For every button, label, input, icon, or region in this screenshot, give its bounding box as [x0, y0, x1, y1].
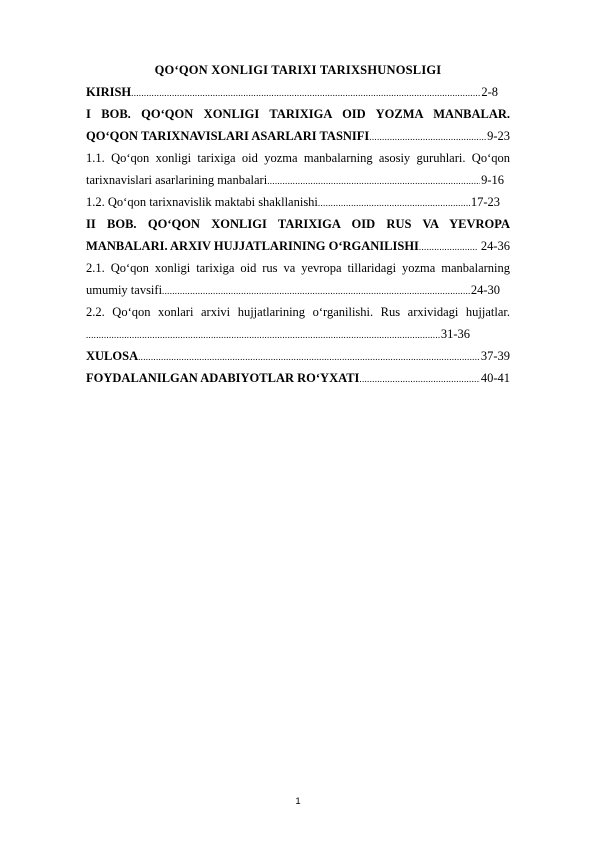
toc-entry-s11-line1: 1.1. Qo‘qon xonligi tarixiga oid yozma manbalarning asosiy guruhlari. Qo‘qon — [86, 151, 510, 165]
toc-leader-dots — [369, 126, 486, 147]
toc-leader-dots — [131, 82, 480, 103]
toc-entry-s21-line1: 2.1. Qo‘qon xonligi tarixiga oid rus va yevropa tillaridagi yozma manbalarning — [86, 261, 510, 275]
toc-entry-label: 1.2. Qo‘qon tarixnavislik maktabi shakllanishi — [86, 195, 318, 209]
toc-entry-bob2-line2 — [86, 235, 510, 257]
toc-leader-dots — [162, 280, 470, 301]
toc-entry-s22-line1: 2.2. Qo‘qon xonlari arxivi hujjatlarining o‘rganilishi. Rus arxividagi hujjatlar. — [86, 305, 510, 319]
toc-entry-label: umumiy tavsifi — [86, 283, 163, 297]
toc-entry-page: 9-23 — [487, 129, 510, 143]
toc-entry-page: 24-36 — [480, 239, 510, 253]
toc-entry-label: KIRISH — [86, 85, 132, 99]
toc-entry-s22-line2 — [86, 323, 470, 345]
toc-entry-page: 9-16 — [481, 173, 504, 187]
toc-entry-page: 17-23 — [470, 195, 500, 209]
toc-leader-dots — [359, 368, 479, 389]
toc-leader-dots — [419, 236, 477, 257]
toc-entry-xulosa — [86, 345, 510, 367]
document-page — [86, 59, 510, 389]
toc-entry-s21-line2 — [86, 279, 500, 301]
toc-entry-page: 2-8 — [481, 85, 498, 99]
toc-entry-bob1-line1: I BOB. QO‘QON XONLIGI TARIXIGA OID YOZMA MANBALAR. — [86, 107, 510, 121]
toc-entry-label: MANBALARI. ARXIV HUJJATLARINING O‘RGANILISHI — [86, 239, 419, 253]
toc-entry-page: 37-39 — [480, 349, 510, 363]
toc-leader-dots — [267, 170, 480, 191]
document-title: QO‘QON XONLIGI TARIXI TARIXSHUNOSLIGI — [154, 63, 442, 77]
toc-entry-s12 — [86, 191, 500, 213]
toc-entry-label: QO‘QON TARIXNAVISLARI ASARLARI TASNIFI — [86, 129, 370, 143]
toc-leader-dots — [138, 346, 480, 367]
toc-entry-label: XULOSA — [86, 349, 139, 363]
toc-leader-dots — [86, 324, 441, 345]
toc-entry-label: tarixnavislari asarlarining manbalari — [86, 173, 268, 187]
toc-entry-page: 40-41 — [480, 371, 510, 385]
toc-entry-s11-line2 — [86, 169, 504, 191]
toc-entry-bob2-line1: II BOB. QO‘QON XONLIGI TARIXIGA OID RUS VA YEVROPA — [86, 217, 510, 231]
toc-entry-bob1-line2 — [86, 125, 510, 147]
toc-entry-page: 31-36 — [440, 327, 470, 341]
toc-entry-page: 24-30 — [470, 283, 500, 297]
toc-leader-dots — [318, 192, 470, 213]
page-number: 1 — [295, 796, 301, 807]
toc-entry-kirish — [86, 81, 498, 103]
toc-entry-label: FOYDALANILGAN ADABIYOTLAR RO‘YXATI — [86, 371, 360, 385]
toc-entry-adabiyotlar — [86, 367, 510, 389]
